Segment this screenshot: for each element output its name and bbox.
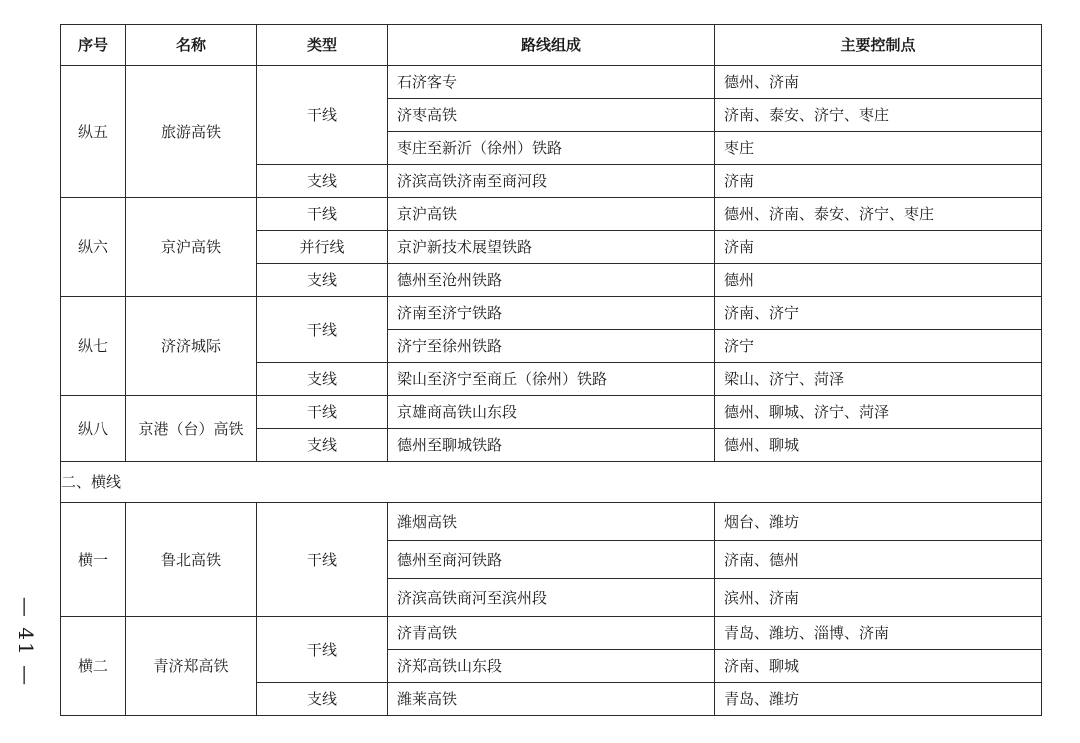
route-cell: 济滨高铁济南至商河段 [388, 165, 715, 198]
seq-cell: 纵六 [61, 198, 126, 297]
points-cell: 青岛、潍坊、淄博、济南 [715, 617, 1042, 650]
route-cell: 京雄商高铁山东段 [388, 396, 715, 429]
type-cell: 干线 [257, 198, 388, 231]
page-number [8, 592, 44, 692]
type-cell: 干线 [257, 396, 388, 429]
route-cell: 德州至沧州铁路 [388, 264, 715, 297]
points-cell: 德州、聊城、济宁、菏泽 [715, 396, 1042, 429]
table-row [61, 66, 1042, 99]
route-cell: 梁山至济宁至商丘（徐州）铁路 [388, 363, 715, 396]
type-cell: 干线 [257, 503, 388, 617]
points-cell: 济南、聊城 [715, 650, 1042, 683]
points-cell: 济南、济宁 [715, 297, 1042, 330]
name-cell: 旅游高铁 [126, 66, 257, 198]
route-cell: 济青高铁 [388, 617, 715, 650]
route-cell: 德州至聊城铁路 [388, 429, 715, 462]
header-type: 类型 [257, 25, 388, 66]
page-number-text: — 41 — [14, 596, 38, 688]
route-cell: 济南至济宁铁路 [388, 297, 715, 330]
name-cell: 青济郑高铁 [126, 617, 257, 716]
header-route: 路线组成 [388, 25, 715, 66]
header-name: 名称 [126, 25, 257, 66]
type-cell: 干线 [257, 297, 388, 363]
table-header-row [61, 25, 1042, 66]
type-cell: 并行线 [257, 231, 388, 264]
name-cell: 济济城际 [126, 297, 257, 396]
points-cell: 青岛、潍坊 [715, 683, 1042, 716]
type-cell: 干线 [257, 66, 388, 165]
points-cell: 德州、聊城 [715, 429, 1042, 462]
type-cell: 支线 [257, 363, 388, 396]
railway-route-table [60, 24, 1042, 716]
points-cell: 德州 [715, 264, 1042, 297]
table-row [61, 617, 1042, 650]
type-cell: 支线 [257, 683, 388, 716]
name-cell: 京港（台）高铁 [126, 396, 257, 462]
points-cell: 德州、济南、泰安、济宁、枣庄 [715, 198, 1042, 231]
table-row [61, 198, 1042, 231]
points-cell: 济南 [715, 231, 1042, 264]
route-cell: 济宁至徐州铁路 [388, 330, 715, 363]
points-cell: 枣庄 [715, 132, 1042, 165]
type-cell: 干线 [257, 617, 388, 683]
name-cell: 京沪高铁 [126, 198, 257, 297]
route-cell: 潍烟高铁 [388, 503, 715, 541]
seq-cell: 纵八 [61, 396, 126, 462]
route-cell: 京沪新技术展望铁路 [388, 231, 715, 264]
section-row [61, 462, 1042, 503]
route-cell: 济郑高铁山东段 [388, 650, 715, 683]
route-cell: 济滨高铁商河至滨州段 [388, 579, 715, 617]
table-row [61, 297, 1042, 330]
type-cell: 支线 [257, 429, 388, 462]
route-cell: 石济客专 [388, 66, 715, 99]
points-cell: 德州、济南 [715, 66, 1042, 99]
points-cell: 滨州、济南 [715, 579, 1042, 617]
route-cell: 济枣高铁 [388, 99, 715, 132]
route-cell: 潍莱高铁 [388, 683, 715, 716]
points-cell: 济南 [715, 165, 1042, 198]
table-row [61, 503, 1042, 541]
points-cell: 济南、德州 [715, 541, 1042, 579]
section-title: 二、横线 [61, 462, 1042, 503]
type-cell: 支线 [257, 264, 388, 297]
seq-cell: 横二 [61, 617, 126, 716]
name-cell: 鲁北高铁 [126, 503, 257, 617]
route-cell: 京沪高铁 [388, 198, 715, 231]
seq-cell: 纵七 [61, 297, 126, 396]
type-cell: 支线 [257, 165, 388, 198]
points-cell: 济宁 [715, 330, 1042, 363]
seq-cell: 纵五 [61, 66, 126, 198]
table-row [61, 396, 1042, 429]
header-seq: 序号 [61, 25, 126, 66]
points-cell: 济南、泰安、济宁、枣庄 [715, 99, 1042, 132]
points-cell: 烟台、潍坊 [715, 503, 1042, 541]
header-points: 主要控制点 [715, 25, 1042, 66]
seq-cell: 横一 [61, 503, 126, 617]
points-cell: 梁山、济宁、菏泽 [715, 363, 1042, 396]
route-cell: 德州至商河铁路 [388, 541, 715, 579]
route-cell: 枣庄至新沂（徐州）铁路 [388, 132, 715, 165]
